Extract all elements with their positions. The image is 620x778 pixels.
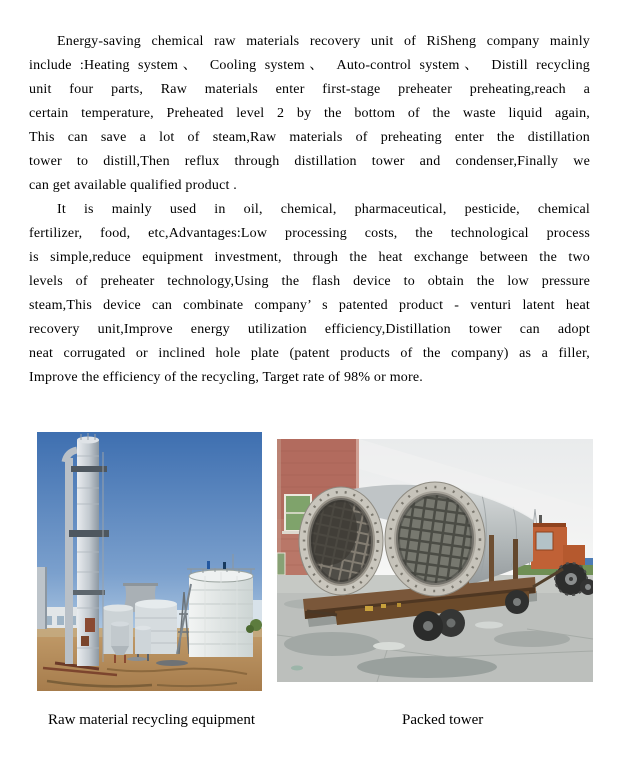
text-line: unit four parts, Raw materials enter first-stage preheater preheating,reach a (29, 82, 590, 97)
text-line: include :Heating system、 Cooling system、 Auto-control system、 Distill recycling (29, 58, 590, 73)
paragraph-1 (29, 30, 590, 198)
text-line: This can save a lot of steam,Raw materials of preheating enter the distillation (29, 130, 590, 145)
body-text (29, 30, 590, 390)
text-line: is simple,reduce equipment investment, through the heat exchange between the two (29, 250, 590, 265)
text-line: It is mainly used in oil, chemical, pharmaceutical, pesticide, chemical (57, 202, 590, 217)
text-line: certain temperature, Preheated level 2 by the bottom of the waste liquid again, (29, 106, 590, 121)
text-line: can get available qualified product . (29, 178, 237, 193)
figure-caption-right: Packed tower (402, 712, 484, 728)
text-line: fertilizer, food, etc,Advantages:Low processing costs, the technological process (29, 226, 590, 241)
text-line: neat corrugated or inclined hole plate (patent products of the company) as a filler, (29, 346, 590, 361)
text-line: tower to distill,Then reflux through distillation tower and condenser,Finally we (29, 154, 590, 169)
packed-tower-photo (277, 439, 593, 682)
figure-caption-left: Raw material recycling equipment (48, 712, 256, 728)
text-line: Energy-saving chemical raw materials recovery unit of RiSheng company mainly (57, 34, 590, 49)
paragraph-2 (29, 198, 590, 390)
text-line: recovery unit,Improve energy utilization efficiency,Distillation tower can adopt (29, 322, 590, 337)
text-line: Improve the efficiency of the recycling, Target rate of 98% or more. (29, 370, 423, 385)
text-line: levels of preheater technology,Using the flash device to obtain the low pressure (29, 274, 590, 289)
raw-material-recycling-equipment-photo (37, 432, 262, 691)
text-line: steam,This device can combinate company’ s patented product - venturi latent heat (29, 298, 590, 313)
